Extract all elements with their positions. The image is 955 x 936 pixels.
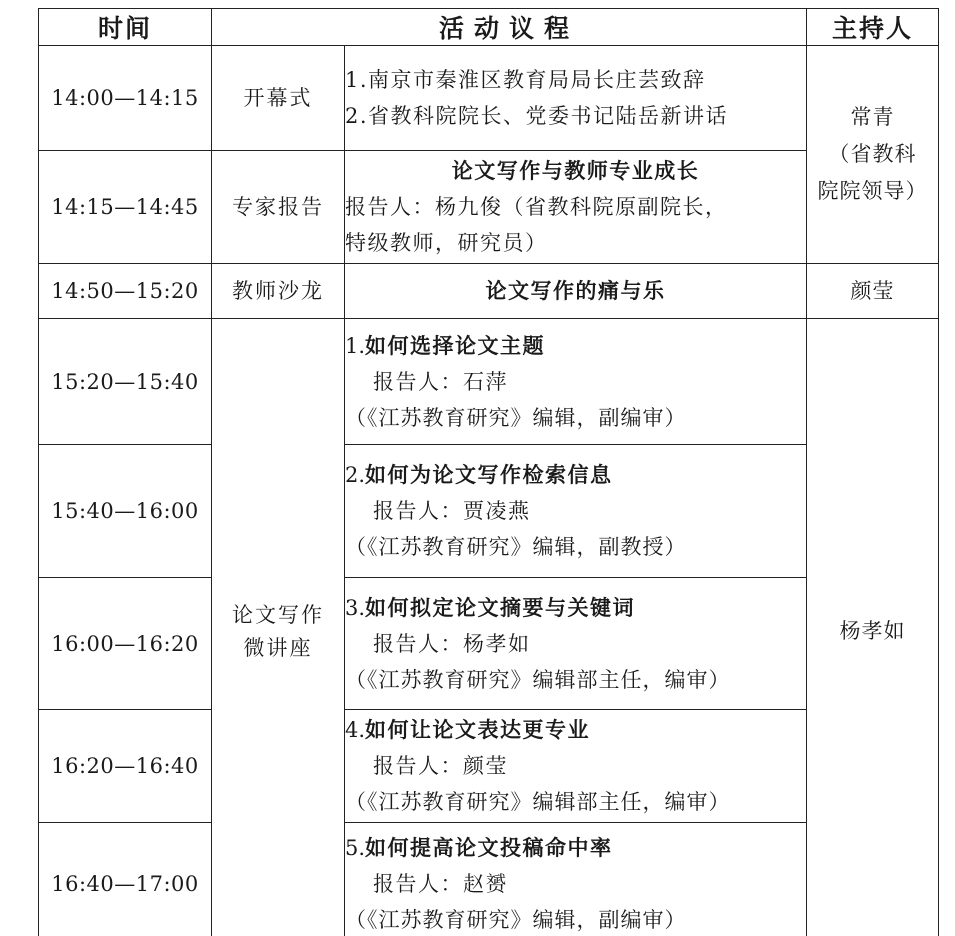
type-line: 微讲座 [243, 635, 313, 660]
content-line: 2.省教科院院长、党委书记陆岳新讲话 [345, 104, 729, 128]
lecture-number: 2. [345, 463, 366, 487]
lecture-cell [345, 710, 807, 823]
table-row [39, 445, 939, 578]
cropped-heading-fragment [185, 0, 310, 5]
lecture-cell [345, 823, 807, 936]
agenda-table [38, 8, 939, 936]
table-header-row [39, 9, 939, 46]
lecture-speaker: 报告人：贾凌燕 [373, 499, 531, 523]
host-name: 常青 [850, 105, 895, 130]
lecture-title: 如何拟定论文摘要与关键词 [365, 594, 636, 620]
lecture-cell [345, 319, 807, 445]
lecture-affiliation: （《江苏教育研究》编辑，副编审） [345, 907, 687, 932]
lecture-title: 如何选择论文主题 [365, 332, 546, 358]
type-line: 论文写作 [232, 602, 324, 627]
host-cell [807, 46, 939, 264]
lecture-title: 如何提高论文投稿命中率 [365, 834, 613, 860]
lecture-speaker: 报告人：颜莹 [373, 754, 508, 778]
header-host: 主持人 [807, 9, 939, 46]
content-cell [345, 46, 807, 151]
time-cell: 16:00—16:20 [39, 578, 212, 710]
time-cell: 14:15—14:45 [39, 151, 212, 264]
lecture-number: 3. [345, 595, 366, 620]
lecture-cell [345, 445, 807, 578]
lecture-number: 1. [345, 333, 366, 358]
table-row [39, 151, 939, 264]
time-cell: 15:20—15:40 [39, 319, 212, 445]
report-title: 论文写作与教师专业成长 [451, 158, 700, 183]
lecture-cell [345, 578, 807, 710]
time-cell: 14:00—14:15 [39, 46, 212, 151]
table-row [39, 578, 939, 710]
lecture-number: 5. [345, 835, 366, 860]
salon-title: 论文写作的痛与乐 [345, 264, 807, 319]
table-row [39, 264, 939, 319]
host-note: （省教科 [828, 142, 917, 167]
type-cell: 教师沙龙 [212, 264, 345, 319]
lecture-affiliation: （《江苏教育研究》编辑，副教授） [345, 535, 687, 559]
lecture-speaker: 报告人：赵赟 [373, 871, 508, 896]
time-cell: 16:40—17:00 [39, 823, 212, 936]
header-agenda: 活动议程 [212, 9, 807, 46]
type-cell: 开幕式 [212, 46, 345, 151]
type-cell: 专家报告 [212, 151, 345, 264]
content-cell [345, 151, 807, 264]
table-row [39, 710, 939, 823]
header-time: 时间 [39, 9, 212, 46]
time-cell: 15:40—16:00 [39, 445, 212, 578]
lecture-speaker: 报告人：石萍 [373, 369, 508, 394]
table-row [39, 319, 939, 445]
time-cell: 14:50—15:20 [39, 264, 212, 319]
content-line: 1.南京市秦淮区教育局局长庄芸致辞 [345, 68, 706, 92]
host-cell: 杨孝如 [807, 319, 939, 936]
lecture-series-cell [212, 319, 345, 936]
host-cell: 颜莹 [807, 264, 939, 319]
table-row [39, 46, 939, 151]
lecture-affiliation: （《江苏教育研究》编辑部主任，编审） [345, 667, 731, 692]
host-note: 院院领导） [817, 178, 928, 203]
table-row [39, 823, 939, 936]
lecture-title: 如何为论文写作检索信息 [365, 462, 613, 487]
lecture-affiliation: （《江苏教育研究》编辑部主任，编审） [345, 790, 731, 814]
content-line: 特级教师，研究员） [345, 231, 548, 255]
lecture-affiliation: （《江苏教育研究》编辑，副编审） [345, 405, 687, 430]
time-cell: 16:20—16:40 [39, 710, 212, 823]
content-line: 报告人：杨九俊（省教科院原副院长， [345, 195, 728, 219]
lecture-speaker: 报告人：杨孝如 [373, 631, 531, 656]
lecture-number: 4. [345, 718, 366, 742]
lecture-title: 如何让论文表达更专业 [365, 717, 591, 742]
